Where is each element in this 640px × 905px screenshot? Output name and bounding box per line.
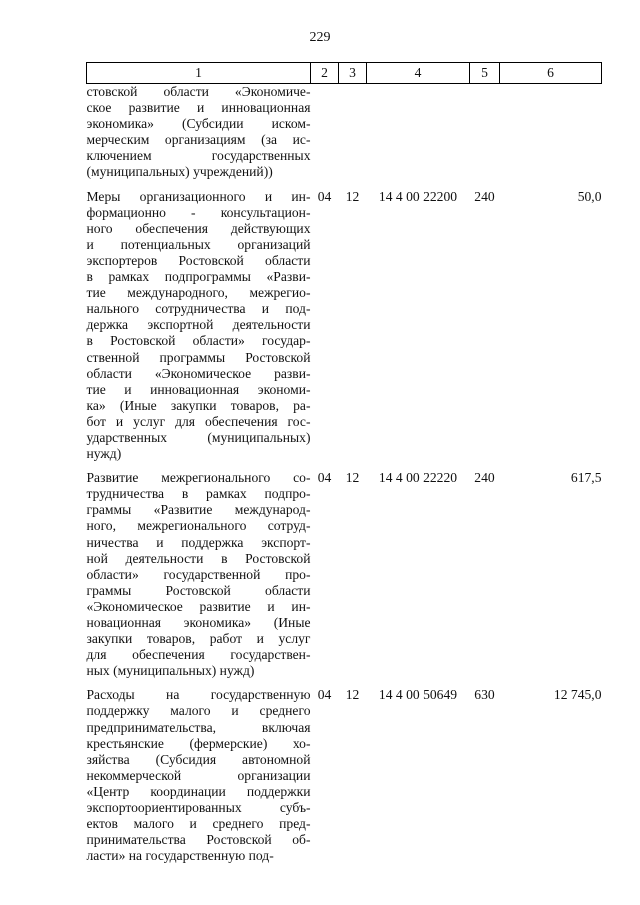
description-line: трудничества в рамках подпро- bbox=[86, 486, 311, 502]
subsection-code bbox=[339, 84, 367, 189]
description-line: мерческим организациям (за ис- bbox=[86, 132, 311, 148]
column-number: 6 bbox=[500, 63, 602, 84]
row-description bbox=[87, 189, 311, 471]
description-line: нального сотрудничества и под- bbox=[86, 301, 311, 317]
description-line: ственной программы Ростовской bbox=[86, 349, 311, 365]
row-description bbox=[87, 470, 311, 687]
description-line: принимательства Ростовской об- bbox=[86, 832, 311, 848]
section-code: 04 bbox=[317, 687, 332, 703]
column-number: 4 bbox=[367, 63, 470, 84]
description-line: ничества и поддержка экспорт- bbox=[86, 534, 311, 550]
description-line: области «Экономическое разви- bbox=[86, 365, 311, 381]
description-line: экспортеров Ростовской области bbox=[86, 252, 311, 268]
table-row bbox=[87, 84, 602, 189]
target-article-code: 14 4 00 50649 bbox=[378, 687, 458, 703]
section-code bbox=[311, 84, 339, 189]
expense-type-code bbox=[470, 84, 500, 189]
row-description bbox=[87, 84, 311, 189]
subsection-code: 12 bbox=[345, 188, 360, 204]
description-line: (муниципальных) учреждений)) bbox=[86, 164, 273, 180]
target-article-code: 14 4 00 22220 bbox=[378, 470, 458, 486]
target-article-code: 14 4 00 22200 bbox=[378, 188, 458, 204]
column-number: 1 bbox=[87, 63, 311, 84]
description-line: стовской области «Экономиче- bbox=[86, 84, 311, 99]
description-line: новационная экономика» (Иные bbox=[86, 615, 311, 630]
description-line: ское развитие и инновационная bbox=[86, 100, 311, 116]
target-article-code bbox=[367, 84, 470, 189]
description-line: «Экономическое развитие и ин- bbox=[86, 598, 311, 614]
description-line: ектов малого и среднего пред- bbox=[86, 816, 311, 832]
description-line: держка экспортной деятельности bbox=[86, 317, 311, 333]
description-line: и потенциальных организаций bbox=[86, 236, 311, 252]
budget-table bbox=[86, 62, 602, 872]
description-line: формационно - консультацион- bbox=[86, 204, 311, 220]
amount-value: 12 745,0 bbox=[553, 687, 602, 703]
description-line: ного обеспечения действующих bbox=[86, 220, 311, 236]
description-line: в рамках подпрограммы «Разви- bbox=[86, 269, 311, 285]
subsection-code: 12 bbox=[345, 687, 360, 703]
description-line: ного, межрегионального сотруд- bbox=[86, 518, 311, 534]
column-number: 3 bbox=[339, 63, 367, 84]
description-line: Расходы на государственную bbox=[86, 687, 311, 703]
description-line: некоммерческой организации bbox=[86, 767, 311, 783]
description-line: поддержку малого и среднего bbox=[86, 703, 311, 719]
page-number: 229 bbox=[309, 30, 331, 45]
expense-type-code: 630 bbox=[474, 687, 495, 703]
description-line: ключением государственных bbox=[86, 148, 311, 164]
description-line: предпринимательства, включая bbox=[86, 719, 311, 735]
description-line: ной деятельности в Ростовской bbox=[86, 550, 311, 566]
column-number-row bbox=[87, 63, 602, 84]
description-line: ка» (Иные закупки товаров, ра- bbox=[86, 397, 311, 413]
description-line: для обеспечения государствен- bbox=[86, 647, 311, 663]
section-code: 04 bbox=[317, 188, 332, 204]
column-number: 5 bbox=[470, 63, 500, 84]
description-line: области» государственной про- bbox=[86, 566, 311, 582]
description-line: нужд) bbox=[86, 446, 122, 462]
table-row bbox=[87, 189, 602, 471]
table-row bbox=[87, 687, 602, 872]
description-line: крестьянские (фермерские) хо- bbox=[86, 735, 311, 751]
description-line: зяйства (Субсидия автономной bbox=[86, 751, 311, 767]
description-line: ласти» на государственную под- bbox=[86, 848, 274, 864]
description-line: «Центр координации поддержки bbox=[86, 783, 311, 799]
column-number: 2 bbox=[311, 63, 339, 84]
description-line: граммы Ростовской области bbox=[86, 582, 311, 598]
description-line: Меры организационного и ин- bbox=[86, 188, 311, 204]
description-line: ных (муниципальных) нужд) bbox=[86, 663, 255, 679]
amount-value bbox=[500, 84, 602, 189]
description-line: в Ростовской области» государ- bbox=[86, 333, 311, 349]
expense-type-code: 240 bbox=[474, 188, 495, 204]
amount-value: 617,5 bbox=[570, 470, 602, 486]
subsection-code: 12 bbox=[345, 470, 360, 486]
description-line: экономика» (Субсидии иском- bbox=[86, 116, 311, 132]
amount-value: 50,0 bbox=[577, 188, 602, 204]
table-row bbox=[87, 470, 602, 687]
description-line: тие и инновационная экономи- bbox=[86, 381, 311, 397]
description-line: экспортоориентированных субъ- bbox=[86, 800, 311, 816]
description-line: граммы «Развитие международ- bbox=[86, 502, 311, 518]
row-description bbox=[87, 687, 311, 872]
expense-type-code: 240 bbox=[474, 470, 495, 486]
description-line: Развитие межрегионального со- bbox=[86, 470, 311, 486]
description-line: тие международного, межрегио- bbox=[86, 285, 311, 301]
section-code: 04 bbox=[317, 470, 332, 486]
description-line: ударственных (муниципальных) bbox=[86, 429, 311, 445]
description-line: закупки товаров, работ и услуг bbox=[86, 631, 311, 647]
description-line: бот и услуг для обеспечения гос- bbox=[86, 413, 311, 429]
